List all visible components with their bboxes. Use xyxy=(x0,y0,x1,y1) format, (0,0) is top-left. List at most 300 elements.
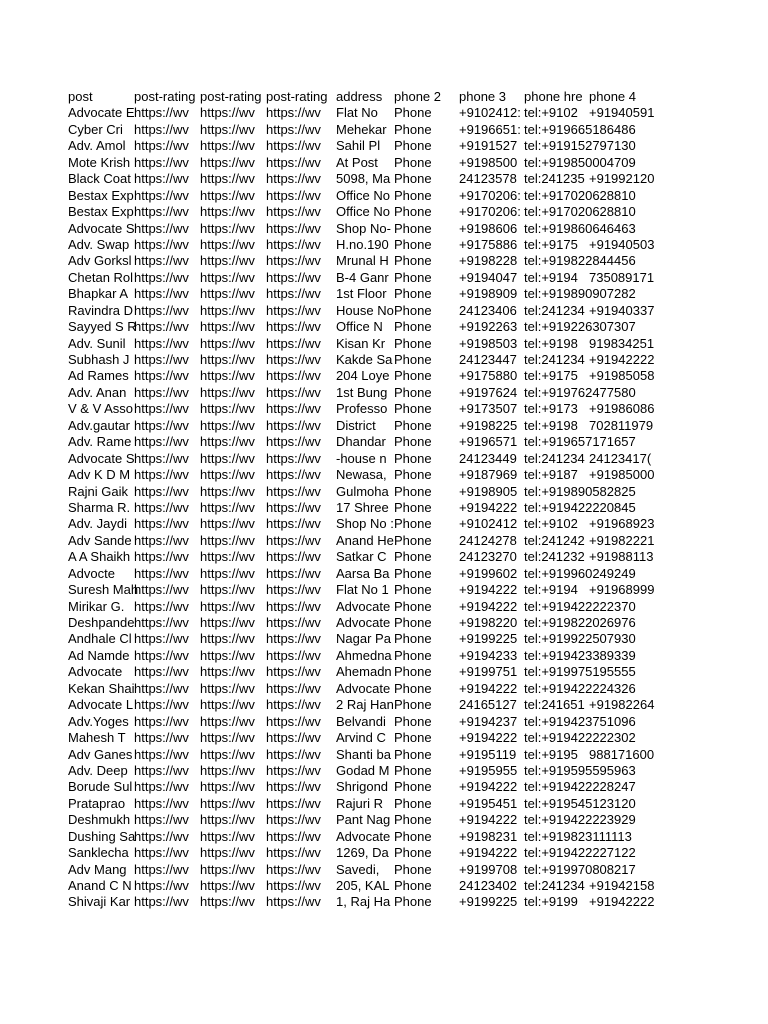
cell-post-rating-3[interactable]: https://wv xyxy=(266,236,321,252)
cell-post[interactable]: Anand C N xyxy=(68,878,132,893)
cell-phone-2[interactable]: Phone xyxy=(394,499,432,515)
cell-post-rating-2[interactable]: https://wv xyxy=(200,795,255,811)
cell-post-rating-2[interactable]: https://wv xyxy=(200,171,255,187)
header-cell-phone-href[interactable]: phone hre xyxy=(524,89,583,104)
cell-post-rating-1[interactable]: https://wv xyxy=(134,204,189,220)
cell-post-rating-2[interactable]: https://wv xyxy=(200,598,255,614)
cell-post[interactable]: Deshpande xyxy=(68,615,135,630)
cell-post-rating-2[interactable]: https://wv xyxy=(200,401,255,417)
header-cell-post-rating-1[interactable]: post-rating xyxy=(134,89,196,104)
cell-address[interactable]: 1st Bung xyxy=(336,384,388,400)
cell-phone-3[interactable]: +9198225 xyxy=(459,417,518,433)
cell-phone-href[interactable]: tel:+9199 xyxy=(524,894,578,910)
cell-address[interactable]: 1st Floor xyxy=(336,286,387,302)
cell-post-rating-2[interactable]: https://wv xyxy=(200,450,255,466)
cell-post-rating-2[interactable]: https://wv xyxy=(200,565,255,581)
cell-address[interactable]: Ahemadn xyxy=(336,664,392,680)
cell-post-rating-1[interactable]: https://wv xyxy=(134,467,189,483)
cell-phone-4[interactable] xyxy=(589,664,654,680)
cell-post-rating-2[interactable]: https://wv xyxy=(200,894,255,910)
cell-post[interactable]: Adv.Yoges xyxy=(68,713,129,729)
cell-phone-href[interactable]: tel:+9173 xyxy=(524,401,578,417)
cell-post-rating-1[interactable]: https://wv xyxy=(134,516,189,532)
cell-phone-2[interactable]: Phone xyxy=(394,286,432,302)
cell-post-rating-2[interactable]: https://wv xyxy=(200,417,255,433)
cell-phone-3[interactable]: +9198606 xyxy=(459,220,518,236)
cell-post[interactable]: Borude Sul xyxy=(68,779,133,795)
cell-post-rating-3[interactable]: https://wv xyxy=(266,368,321,384)
cell-phone-href[interactable]: tel:241234 xyxy=(524,450,585,466)
cell-phone-2[interactable]: Phone xyxy=(394,236,432,252)
cell-phone-2[interactable]: Phone xyxy=(394,187,432,203)
cell-post[interactable]: Subhash J xyxy=(68,352,130,367)
cell-phone-3[interactable]: 24123449 xyxy=(459,450,517,466)
cell-phone-2[interactable]: Phone xyxy=(394,664,432,680)
cell-phone-2[interactable]: Phone xyxy=(394,417,432,433)
cell-phone-href[interactable]: tel:+919422222302 xyxy=(524,730,636,746)
cell-post-rating-3[interactable]: https://wv xyxy=(266,204,321,220)
cell-post-rating-1[interactable]: https://wv xyxy=(134,779,189,795)
cell-post-rating-2[interactable]: https://wv xyxy=(200,647,255,663)
cell-address[interactable]: Ahmedna xyxy=(336,647,392,663)
cell-phone-4[interactable] xyxy=(589,286,654,302)
cell-phone-4[interactable] xyxy=(589,730,654,746)
cell-phone-href[interactable]: tel:+919823111113 xyxy=(524,828,632,844)
cell-phone-4[interactable]: 919834251 xyxy=(589,335,655,351)
cell-phone-2[interactable]: Phone xyxy=(394,335,432,351)
cell-post-rating-1[interactable]: https://wv xyxy=(134,878,189,893)
cell-phone-4[interactable] xyxy=(589,138,654,154)
cell-phone-href[interactable]: tel:+919422224326 xyxy=(524,680,636,696)
cell-phone-4[interactable]: +91940591 xyxy=(589,105,655,121)
cell-post-rating-3[interactable]: https://wv xyxy=(266,582,321,598)
cell-phone-3[interactable]: +9194222 xyxy=(459,582,518,598)
cell-phone-3[interactable]: +9196651: xyxy=(459,121,521,137)
cell-phone-href[interactable]: tel:+919595595963 xyxy=(524,762,636,778)
cell-phone-3[interactable]: 24123270 xyxy=(459,549,517,565)
cell-post-rating-1[interactable]: https://wv xyxy=(134,828,189,844)
cell-post-rating-2[interactable]: https://wv xyxy=(200,483,255,499)
cell-post[interactable]: Advocate S xyxy=(68,220,135,236)
cell-phone-href[interactable]: tel:+9175 xyxy=(524,368,578,384)
cell-phone-4[interactable]: +91942222 xyxy=(589,352,655,367)
cell-phone-4[interactable]: +91992120 xyxy=(589,171,655,187)
cell-post-rating-3[interactable]: https://wv xyxy=(266,631,321,647)
cell-phone-3[interactable]: +9194222 xyxy=(459,845,518,861)
cell-post[interactable]: Sanklecha xyxy=(68,845,129,861)
cell-post[interactable]: Dushing Sa xyxy=(68,828,136,844)
cell-phone-3[interactable]: +9195451 xyxy=(459,795,518,811)
cell-post-rating-1[interactable]: https://wv xyxy=(134,253,189,269)
cell-phone-4[interactable] xyxy=(589,122,654,138)
cell-address[interactable]: Sahil Pl xyxy=(336,138,381,154)
cell-post-rating-2[interactable]: https://wv xyxy=(200,187,255,203)
cell-post-rating-3[interactable]: https://wv xyxy=(266,154,321,170)
cell-phone-4[interactable] xyxy=(589,862,654,878)
cell-address[interactable]: Advocate xyxy=(336,615,391,630)
cell-post-rating-1[interactable]: https://wv xyxy=(134,187,189,203)
cell-post[interactable]: V & V Asso xyxy=(68,401,134,417)
cell-phone-3[interactable]: 24124278 xyxy=(459,532,517,548)
cell-phone-2[interactable]: Phone xyxy=(394,697,432,713)
cell-post-rating-2[interactable]: https://wv xyxy=(200,335,255,351)
cell-post[interactable]: Advocte xyxy=(68,565,115,581)
cell-phone-2[interactable]: Phone xyxy=(394,368,432,384)
cell-phone-href[interactable]: tel:+919422222370 xyxy=(524,598,636,614)
cell-post-rating-3[interactable]: https://wv xyxy=(266,812,321,828)
cell-post-rating-1[interactable]: https://wv xyxy=(134,697,189,713)
cell-address[interactable]: Arvind C xyxy=(336,730,386,746)
cell-phone-4[interactable]: +91985058 xyxy=(589,368,655,384)
cell-post[interactable]: Adv. Deep xyxy=(68,762,128,778)
cell-post-rating-3[interactable]: https://wv xyxy=(266,532,321,548)
cell-post[interactable]: Adv.gautar xyxy=(68,417,130,433)
header-cell-address[interactable]: address xyxy=(336,89,383,104)
cell-phone-3[interactable]: +9198905 xyxy=(459,483,518,499)
cell-address[interactable]: 17 Shree xyxy=(336,499,389,515)
cell-post-rating-1[interactable]: https://wv xyxy=(134,532,189,548)
cell-post-rating-1[interactable]: https://wv xyxy=(134,746,189,762)
cell-post[interactable]: Advocate E xyxy=(68,105,135,121)
cell-post[interactable]: Black Coat xyxy=(68,171,131,187)
cell-address[interactable]: 2 Raj Han xyxy=(336,697,394,713)
cell-phone-4[interactable] xyxy=(589,319,654,335)
cell-phone-4[interactable] xyxy=(589,188,654,204)
cell-phone-3[interactable]: 24123578 xyxy=(459,171,517,187)
cell-address[interactable]: Professo xyxy=(336,401,388,417)
cell-phone-3[interactable]: +9195119 xyxy=(459,746,517,762)
cell-phone-2[interactable]: Phone xyxy=(394,746,432,762)
cell-phone-2[interactable]: Phone xyxy=(394,401,432,417)
cell-post[interactable]: Bhapkar A xyxy=(68,286,128,302)
cell-phone-4[interactable]: +91985000 xyxy=(589,467,655,483)
cell-post-rating-2[interactable]: https://wv xyxy=(200,779,255,795)
cell-phone-href[interactable]: tel:+917020628810 xyxy=(524,204,636,220)
cell-post[interactable]: Ad Rames xyxy=(68,368,129,384)
cell-phone-4[interactable] xyxy=(589,221,654,237)
cell-post-rating-1[interactable]: https://wv xyxy=(134,434,189,450)
cell-address[interactable]: Kisan Kr xyxy=(336,335,386,351)
cell-post-rating-3[interactable]: https://wv xyxy=(266,894,321,910)
cell-post[interactable]: Sharma R. xyxy=(68,499,131,515)
cell-phone-3[interactable]: +9198220 xyxy=(459,615,518,630)
cell-phone-3[interactable]: +9194222 xyxy=(459,779,518,795)
cell-post[interactable]: Adv. Sunil xyxy=(68,335,126,351)
cell-phone-2[interactable]: Phone xyxy=(394,105,432,121)
cell-post-rating-1[interactable]: https://wv xyxy=(134,384,189,400)
cell-phone-href[interactable]: tel:+9175 xyxy=(524,236,578,252)
cell-post[interactable]: Adv Gorksl xyxy=(68,253,132,269)
cell-phone-2[interactable]: Phone xyxy=(394,319,432,335)
cell-phone-2[interactable]: Phone xyxy=(394,713,432,729)
cell-post-rating-1[interactable]: https://wv xyxy=(134,220,189,236)
cell-post-rating-2[interactable]: https://wv xyxy=(200,697,255,713)
cell-post[interactable]: Advocate S xyxy=(68,450,135,466)
cell-phone-3[interactable]: +9199602 xyxy=(459,565,518,581)
cell-post-rating-3[interactable]: https://wv xyxy=(266,467,321,483)
cell-phone-href[interactable]: tel:+919970808217 xyxy=(524,861,636,877)
cell-post-rating-1[interactable]: https://wv xyxy=(134,154,189,170)
cell-post[interactable]: Mirikar G. xyxy=(68,598,125,614)
cell-phone-3[interactable]: +9187969 xyxy=(459,467,518,483)
cell-address[interactable]: Flat No 1 xyxy=(336,582,389,598)
cell-phone-3[interactable]: +9194222 xyxy=(459,680,518,696)
cell-post-rating-2[interactable]: https://wv xyxy=(200,204,255,220)
header-cell-phone-3[interactable]: phone 3 xyxy=(459,89,506,104)
cell-phone-2[interactable]: Phone xyxy=(394,171,432,187)
cell-phone-2[interactable]: Phone xyxy=(394,598,432,614)
cell-phone-4[interactable]: +91940503 xyxy=(589,236,655,252)
cell-phone-4[interactable] xyxy=(589,385,654,401)
cell-phone-href[interactable]: tel:+919822026976 xyxy=(524,615,636,630)
cell-address[interactable]: Office No xyxy=(336,187,390,203)
cell-phone-2[interactable]: Phone xyxy=(394,434,432,450)
cell-phone-2[interactable]: Phone xyxy=(394,220,432,236)
cell-post-rating-1[interactable]: https://wv xyxy=(134,680,189,696)
cell-post-rating-3[interactable]: https://wv xyxy=(266,401,321,417)
cell-post-rating-3[interactable]: https://wv xyxy=(266,384,321,400)
cell-post-rating-1[interactable]: https://wv xyxy=(134,121,189,137)
cell-phone-3[interactable]: +9195955 xyxy=(459,762,518,778)
cell-phone-3[interactable]: +9102412 xyxy=(459,516,518,532)
cell-post[interactable]: Chetan Rol xyxy=(68,269,134,285)
cell-phone-2[interactable]: Phone xyxy=(394,631,432,647)
cell-phone-3[interactable]: +9194222 xyxy=(459,812,518,828)
cell-phone-href[interactable]: tel:+919423389339 xyxy=(524,647,636,663)
cell-post-rating-1[interactable]: https://wv xyxy=(134,647,189,663)
cell-address[interactable]: Gulmoha xyxy=(336,483,389,499)
cell-post-rating-2[interactable]: https://wv xyxy=(200,286,255,302)
cell-post-rating-1[interactable]: https://wv xyxy=(134,894,189,910)
header-cell-post[interactable]: post xyxy=(68,89,93,104)
cell-phone-href[interactable]: tel:+919226307307 xyxy=(524,319,636,335)
cell-post-rating-3[interactable]: https://wv xyxy=(266,516,321,532)
cell-phone-4[interactable] xyxy=(589,599,654,615)
cell-phone-3[interactable]: +9198500 xyxy=(459,154,518,170)
cell-post-rating-3[interactable]: https://wv xyxy=(266,779,321,795)
cell-post-rating-2[interactable]: https://wv xyxy=(200,762,255,778)
cell-post[interactable]: Ad Namde xyxy=(68,647,130,663)
cell-post-rating-2[interactable]: https://wv xyxy=(200,319,255,335)
cell-phone-3[interactable]: +9199708 xyxy=(459,861,518,877)
cell-address[interactable]: Shanti ba xyxy=(336,746,391,762)
cell-phone-2[interactable]: Phone xyxy=(394,450,432,466)
cell-post-rating-3[interactable]: https://wv xyxy=(266,795,321,811)
cell-post-rating-1[interactable]: https://wv xyxy=(134,236,189,252)
cell-phone-2[interactable]: Phone xyxy=(394,138,432,154)
cell-address[interactable]: Advocate xyxy=(336,680,391,696)
cell-phone-2[interactable]: Phone xyxy=(394,730,432,746)
cell-address[interactable]: Satkar C xyxy=(336,549,387,565)
cell-post-rating-3[interactable]: https://wv xyxy=(266,220,321,236)
cell-address[interactable]: Rajuri R xyxy=(336,795,383,811)
cell-phone-4[interactable]: +91968923 xyxy=(589,516,655,532)
cell-phone-href[interactable]: tel:+9102 xyxy=(524,516,578,532)
cell-address[interactable]: Godad M xyxy=(336,762,390,778)
cell-post-rating-3[interactable]: https://wv xyxy=(266,762,321,778)
cell-phone-3[interactable]: +9194047 xyxy=(459,269,518,285)
cell-phone-2[interactable]: Phone xyxy=(394,352,432,367)
cell-phone-4[interactable]: +91988113 xyxy=(589,549,654,565)
cell-phone-2[interactable]: Phone xyxy=(394,253,432,269)
cell-phone-2[interactable]: Phone xyxy=(394,467,432,483)
cell-phone-href[interactable]: tel:+919975195555 xyxy=(524,664,636,680)
cell-address[interactable]: Nagar Pa xyxy=(336,631,391,647)
cell-phone-href[interactable]: tel:+9102 xyxy=(524,105,578,121)
cell-post-rating-2[interactable]: https://wv xyxy=(200,269,255,285)
cell-phone-3[interactable]: +9198909 xyxy=(459,286,518,302)
cell-post-rating-2[interactable]: https://wv xyxy=(200,549,255,565)
cell-phone-3[interactable]: +9199225 xyxy=(459,894,518,910)
cell-post-rating-1[interactable]: https://wv xyxy=(134,171,189,187)
cell-phone-2[interactable]: Phone xyxy=(394,204,432,220)
cell-address[interactable]: B-4 Ganr xyxy=(336,269,389,285)
cell-post-rating-1[interactable]: https://wv xyxy=(134,730,189,746)
cell-post-rating-2[interactable]: https://wv xyxy=(200,812,255,828)
cell-address[interactable]: Newasa, xyxy=(336,467,387,483)
cell-post-rating-2[interactable]: https://wv xyxy=(200,105,255,121)
cell-post-rating-1[interactable]: https://wv xyxy=(134,352,189,367)
cell-post-rating-3[interactable]: https://wv xyxy=(266,713,321,729)
cell-post-rating-2[interactable]: https://wv xyxy=(200,713,255,729)
cell-phone-href[interactable]: tel:+919850004709 xyxy=(524,154,636,170)
cell-address[interactable]: 5098, Ma xyxy=(336,171,391,187)
cell-post-rating-2[interactable]: https://wv xyxy=(200,253,255,269)
cell-phone-href[interactable]: tel:241232 xyxy=(524,549,585,565)
cell-phone-2[interactable]: Phone xyxy=(394,894,432,910)
cell-post-rating-3[interactable]: https://wv xyxy=(266,121,321,137)
cell-phone-4[interactable]: +91942222 xyxy=(589,894,655,910)
cell-phone-3[interactable]: +9197624 xyxy=(459,384,518,400)
cell-phone-4[interactable]: +91982264 xyxy=(589,697,655,713)
cell-post[interactable]: Bestax Exp xyxy=(68,187,134,203)
cell-post-rating-2[interactable]: https://wv xyxy=(200,236,255,252)
cell-phone-3[interactable]: +9175880 xyxy=(459,368,518,384)
cell-phone-3[interactable]: 24123447 xyxy=(459,352,517,367)
cell-post-rating-2[interactable]: https://wv xyxy=(200,746,255,762)
cell-address[interactable]: Kakde Sa xyxy=(336,352,393,367)
cell-phone-href[interactable]: tel:+919960249249 xyxy=(524,565,636,581)
cell-post-rating-3[interactable]: https://wv xyxy=(266,861,321,877)
cell-phone-3[interactable]: +9194233 xyxy=(459,647,518,663)
cell-phone-href[interactable]: tel:+919422227122 xyxy=(524,845,636,861)
cell-phone-3[interactable]: +9198228 xyxy=(459,253,518,269)
cell-phone-href[interactable]: tel:+9198 xyxy=(524,335,578,351)
cell-address[interactable]: Office No xyxy=(336,204,390,220)
cell-post[interactable]: Rajni Gaik xyxy=(68,483,128,499)
cell-post-rating-3[interactable]: https://wv xyxy=(266,253,321,269)
cell-phone-href[interactable]: tel:241651 xyxy=(524,697,585,713)
cell-post[interactable]: Andhale Cl xyxy=(68,631,132,647)
cell-phone-2[interactable]: Phone xyxy=(394,845,432,861)
cell-post[interactable]: Adv. Anan xyxy=(68,384,127,400)
cell-phone-4[interactable] xyxy=(589,763,654,779)
cell-post[interactable]: Suresh Mah xyxy=(68,582,139,598)
cell-phone-4[interactable] xyxy=(589,566,654,582)
cell-phone-href[interactable]: tel:+919152797130 xyxy=(524,138,636,154)
cell-post[interactable]: Adv. Rame xyxy=(68,434,132,450)
cell-post[interactable]: Adv Mang xyxy=(68,861,127,877)
cell-post-rating-1[interactable]: https://wv xyxy=(134,483,189,499)
cell-phone-4[interactable]: +91968999 xyxy=(589,582,655,598)
cell-address[interactable]: Flat No xyxy=(336,105,378,121)
cell-address[interactable]: Savedi, xyxy=(336,861,380,877)
cell-phone-3[interactable]: +9198503 xyxy=(459,335,518,351)
cell-post-rating-3[interactable]: https://wv xyxy=(266,828,321,844)
cell-phone-3[interactable]: +9194222 xyxy=(459,730,518,746)
cell-post-rating-1[interactable]: https://wv xyxy=(134,631,189,647)
cell-phone-3[interactable]: 24165127 xyxy=(459,697,517,713)
cell-post-rating-3[interactable]: https://wv xyxy=(266,746,321,762)
cell-post-rating-2[interactable]: https://wv xyxy=(200,121,255,137)
cell-phone-href[interactable]: tel:241234 xyxy=(524,878,585,893)
cell-phone-4[interactable] xyxy=(589,155,654,171)
cell-phone-2[interactable]: Phone xyxy=(394,828,432,844)
cell-phone-3[interactable]: +9199225 xyxy=(459,631,518,647)
cell-post[interactable]: Adv. Swap xyxy=(68,236,130,252)
cell-phone-4[interactable]: 735089171 xyxy=(589,269,655,285)
cell-address[interactable]: Anand He xyxy=(336,532,394,548)
cell-phone-3[interactable]: +9196571 xyxy=(459,434,518,450)
cell-phone-3[interactable]: +9194237 xyxy=(459,713,518,729)
cell-phone-href[interactable]: tel:+919922507930 xyxy=(524,631,636,647)
cell-phone-4[interactable] xyxy=(589,648,654,664)
cell-phone-href[interactable]: tel:+919423751096 xyxy=(524,713,636,729)
cell-phone-4[interactable]: 24123417( xyxy=(589,450,652,466)
cell-phone-3[interactable]: +9170206: xyxy=(459,187,521,203)
cell-phone-href[interactable]: tel:+919665186486 xyxy=(524,121,636,137)
cell-phone-4[interactable] xyxy=(589,812,654,828)
cell-phone-href[interactable]: tel:+919890582825 xyxy=(524,483,636,499)
cell-post-rating-2[interactable]: https://wv xyxy=(200,845,255,861)
cell-phone-3[interactable]: +9102412: xyxy=(459,105,521,121)
cell-post-rating-2[interactable]: https://wv xyxy=(200,730,255,746)
cell-phone-href[interactable]: tel:+919422223929 xyxy=(524,812,636,828)
cell-post-rating-3[interactable]: https://wv xyxy=(266,269,321,285)
cell-post-rating-3[interactable]: https://wv xyxy=(266,730,321,746)
cell-post-rating-1[interactable]: https://wv xyxy=(134,450,189,466)
cell-post-rating-2[interactable]: https://wv xyxy=(200,384,255,400)
cell-post-rating-2[interactable]: https://wv xyxy=(200,368,255,384)
cell-post-rating-1[interactable]: https://wv xyxy=(134,401,189,417)
cell-phone-href[interactable]: tel:+919422220845 xyxy=(524,499,636,515)
cell-phone-href[interactable]: tel:+919822844456 xyxy=(524,253,636,269)
cell-address[interactable]: District xyxy=(336,417,376,433)
cell-phone-4[interactable] xyxy=(589,845,654,861)
cell-phone-href[interactable]: tel:+919657171657 xyxy=(524,434,636,450)
cell-post[interactable]: Mahesh T xyxy=(68,730,126,746)
cell-post[interactable]: Advocate xyxy=(68,664,123,680)
cell-post-rating-3[interactable]: https://wv xyxy=(266,302,321,318)
cell-post-rating-2[interactable]: https://wv xyxy=(200,664,255,680)
cell-phone-4[interactable] xyxy=(589,631,654,647)
cell-phone-2[interactable]: Phone xyxy=(394,647,432,663)
cell-address[interactable]: House No xyxy=(336,302,394,318)
cell-post[interactable]: Prataprao xyxy=(68,795,126,811)
cell-post-rating-2[interactable]: https://wv xyxy=(200,631,255,647)
cell-phone-4[interactable] xyxy=(589,500,654,516)
cell-phone-href[interactable]: tel:241234 xyxy=(524,352,585,367)
cell-post[interactable]: Kekan Shai xyxy=(68,680,135,696)
cell-address[interactable]: Mehekar xyxy=(336,121,387,137)
cell-address[interactable]: Aarsa Ba xyxy=(336,565,390,581)
cell-post-rating-2[interactable]: https://wv xyxy=(200,861,255,877)
cell-post-rating-3[interactable]: https://wv xyxy=(266,171,321,187)
cell-post[interactable]: Adv. Jaydi xyxy=(68,516,128,532)
cell-phone-3[interactable]: 24123402 xyxy=(459,878,517,893)
cell-post[interactable]: Cyber Cri xyxy=(68,121,123,137)
cell-phone-3[interactable]: +9199751 xyxy=(459,664,518,680)
